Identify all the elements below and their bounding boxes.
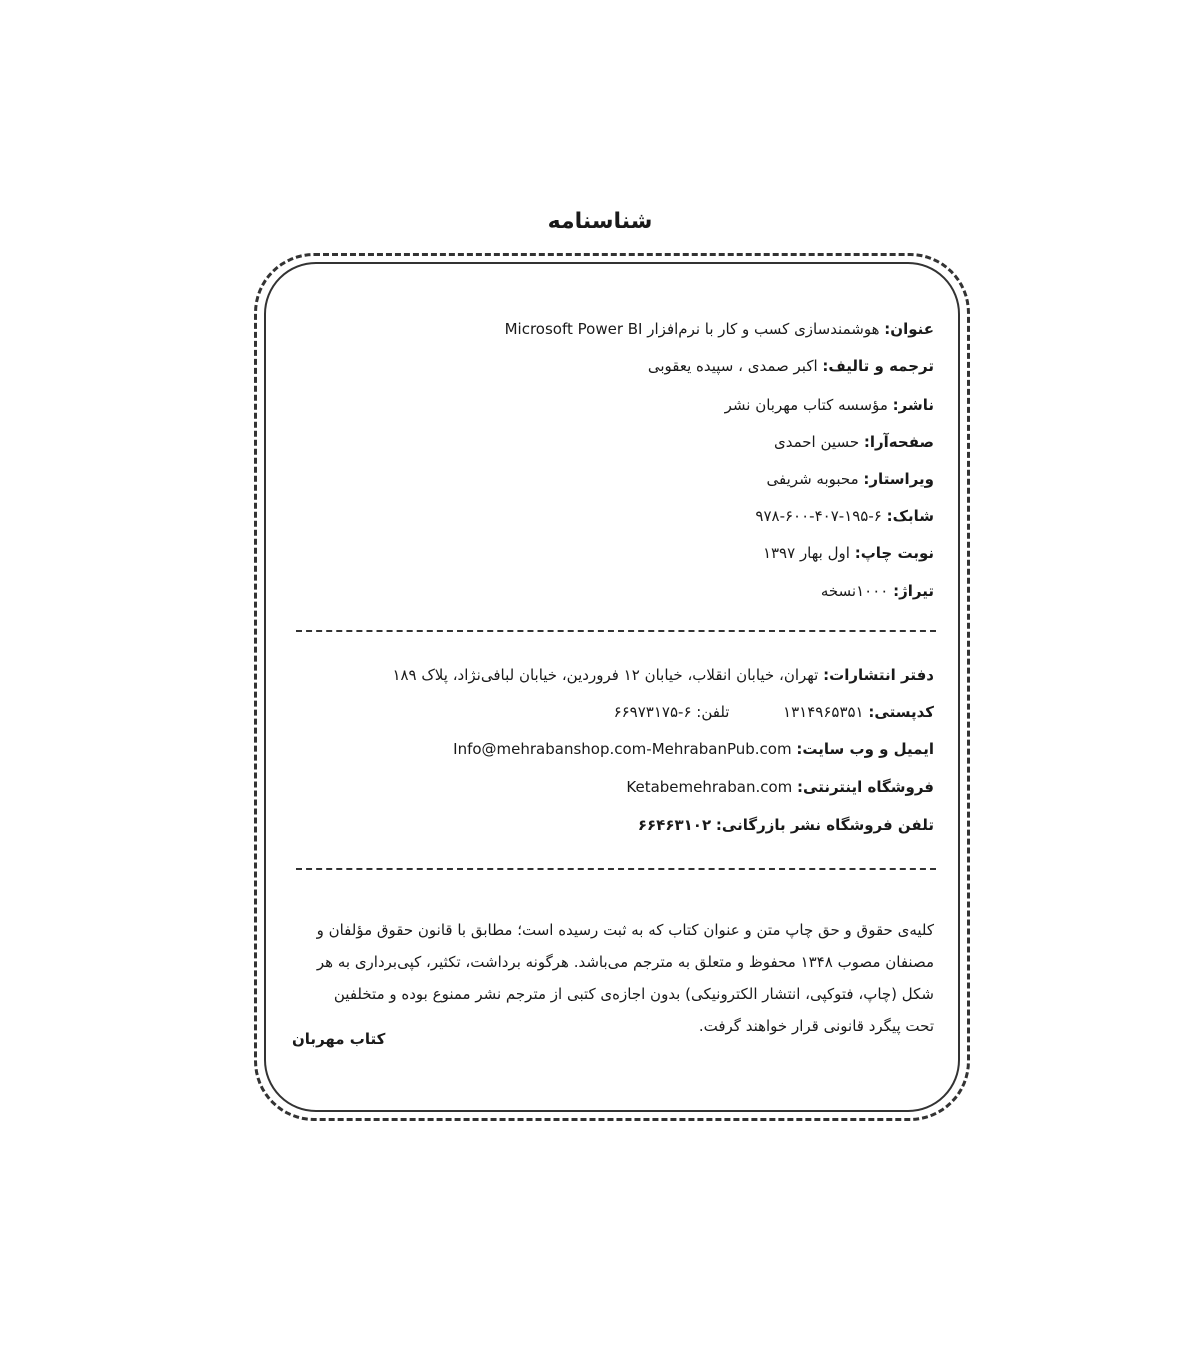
editor-row: [767, 468, 934, 490]
phone-label: تلفن:: [696, 703, 730, 721]
isbn-value: ۶-۱۹۵-۴۰۷-۶۰۰-۹۷۸: [755, 507, 882, 525]
store-label: فروشگاه اینترنتی:: [797, 778, 934, 796]
translator-label: ترجمه و تالیف:: [822, 357, 934, 375]
translator-row: [648, 355, 934, 377]
editor-value: محبوبه شریفی: [766, 470, 859, 488]
web-value: Info@mehrabanshop.com-MehrabanPub.com: [453, 740, 792, 758]
publisher-value: مؤسسه کتاب مهربان نشر: [724, 396, 888, 414]
store-value: Ketabemehraban.com: [626, 778, 793, 796]
publisher-signature: کتاب مهربان: [292, 1030, 386, 1048]
postal-code-value: ۱۳۱۴۹۶۵۳۵۱: [783, 703, 864, 721]
publisher-label: ناشر:: [892, 396, 934, 414]
postal-phone-row: [614, 701, 934, 723]
edition-label: نوبت چاپ:: [854, 544, 934, 562]
print-run-label: تیراژ:: [893, 582, 934, 600]
store-phone-value: ۶۶۴۶۳۱۰۲: [637, 816, 712, 834]
title-label: عنوان:: [884, 320, 934, 338]
editor-label: ویراستار:: [863, 470, 934, 488]
office-row: [392, 664, 934, 686]
isbn-label: شابک:: [886, 507, 934, 525]
store-phone-row: [638, 814, 934, 836]
store-phone-label: تلفن فروشگاه نشر بازرگانی:: [715, 816, 934, 834]
office-label: دفتر انتشارات:: [823, 666, 934, 684]
copyright-line-4: تحت پیگرد قانونی قرار خواهند گرفت.: [698, 1017, 934, 1035]
section-divider-2: [296, 868, 936, 870]
copyright-line-1: کلیه‌ی حقوق و حق چاپ متن و عنوان کتاب که به ثبت رسیده است؛ مطابق با قانون حقوق مؤلفان و: [316, 921, 934, 939]
copyright-line-2: مصنفان مصوب ۱۳۴۸ محفوظ و متعلق به مترجم می‌باشد. هرگونه برداشت، تکثیر، کپی‌برداری به هر: [316, 953, 934, 971]
web-label: ایمیل و وب سایت:: [796, 740, 934, 758]
title-value: هوشمندسازی کسب و کار با نرم‌افزار: [647, 320, 880, 338]
copyright-line-3: شکل (چاپ، فتوکپی، انتشار الکترونیکی) بدون اجازه‌ی کتبی از مترجم نشر ممنوع بوده و متخلفین: [333, 985, 934, 1003]
edition-value: اول بهار ۱۳۹۷: [762, 544, 850, 562]
layout-designer-label: صفحه‌آرا:: [863, 433, 934, 451]
web-row: [453, 738, 934, 760]
publisher-row: [725, 394, 934, 416]
store-row: [626, 776, 934, 798]
print-run-value: ۱۰۰۰نسخه: [820, 582, 889, 600]
title-value-latin: Microsoft Power BI: [504, 320, 643, 338]
layout-designer-row: [774, 431, 934, 453]
section-divider-1: [296, 630, 936, 632]
postal-code-label: کدپستی:: [868, 703, 934, 721]
copyright-paragraph: [286, 914, 934, 1042]
page-title: شناسنامه: [547, 209, 653, 234]
edition-row: [763, 542, 934, 564]
layout-designer-value: حسین احمدی: [774, 433, 860, 451]
title-row: [505, 318, 934, 340]
office-value: تهران، خیابان انقلاب، خیابان ۱۲ فروردین، خیابان لبافی‌نژاد، پلاک ۱۸۹: [392, 666, 819, 684]
translator-value: اکبر صمدی ، سپیده یعقوبی: [647, 357, 818, 375]
isbn-row: [755, 505, 934, 527]
print-run-row: [821, 580, 934, 602]
phone-value: ۶-۶۶۹۷۳۱۷۵: [613, 703, 692, 721]
